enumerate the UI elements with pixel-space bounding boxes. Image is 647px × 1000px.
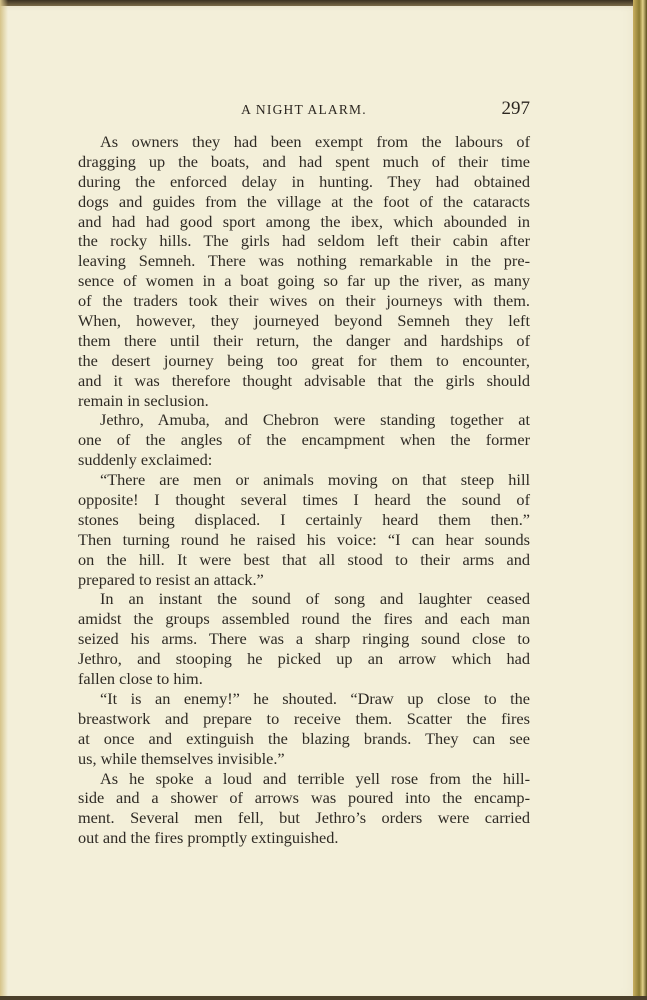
text-line: leaving Semneh. There was nothing remarkable in the pre- [78,251,530,271]
text-line: them there until their return, the danger and hardships of [78,330,530,350]
text-line: of the traders took their wives on their journeys with them. [78,291,530,311]
text-line: suddenly exclaimed: [78,450,213,470]
text-line: amidst the groups assembled round the fires and each man [78,609,530,629]
running-head [78,98,530,122]
text-line: Then turning round he raised his voice: “I can hear sounds [78,529,530,549]
text-line: When, however, they journeyed beyond Semneh they left [78,311,530,331]
text-line: seized his arms. There was a sharp ringing sound close to [78,629,530,649]
text-line: In an instant the sound of song and laughter ceased [100,589,530,609]
text-line: As he spoke a loud and terrible yell rose from the hill- [100,768,530,788]
text-line: prepared to resist an attack.” [78,569,264,589]
text-line: Jethro, and stooping he picked up an arrow which had [78,649,530,669]
text-line: at once and extinguish the blazing brands. They can see [78,728,530,748]
text-line: As owners they had been exempt from the labours of [100,132,530,151]
text-line: sence of women in a boat going so far up the river, as many [78,271,530,291]
text-line: during the enforced delay in hunting. They had obtained [78,171,530,191]
text-line: the rocky hills. The girls had seldom left their cabin after [78,231,530,251]
text-line: on the hill. It were best that all stood to their arms and [78,549,530,569]
text-line: and had had good sport among the ibex, which abounded in [78,211,530,231]
text-line: fallen close to him. [78,669,203,689]
text-line: side and a shower of arrows was poured into the encamp- [78,788,530,808]
text-line: dogs and guides from the village at the foot of the cataracts [78,191,530,211]
text-line: remain in seclusion. [78,390,209,410]
text-line: “There are men or animals moving on that steep hill [100,470,530,490]
text-line: “It is an enemy!” he shouted. “Draw up close to the [100,688,530,708]
text-line: us, while themselves invisible.” [78,748,285,768]
book-spine-edge [633,0,647,1000]
page-number: 297 [501,98,530,119]
text-line: breastwork and prepare to receive them. Scatter the fires [78,708,530,728]
text-line: ment. Several men fell, but Jethro’s orders were carried [78,808,530,828]
text-line: one of the angles of the encampment when the former [78,430,530,450]
text-line: out and the fires promptly extinguished. [78,828,339,848]
body-text [78,132,530,848]
text-line: stones being displaced. I certainly heard them then.” [78,509,530,529]
text-line: opposite! I thought several times I heard the sound of [78,490,530,510]
running-title: A NIGHT ALARM. [241,102,367,117]
text-line: and it was therefore thought advisable that the girls should [78,370,530,390]
page-left-edge [0,0,8,1000]
page-bottom-edge [0,996,647,1000]
page-top-edge [0,0,647,6]
text-line: dragging up the boats, and had spent much of their time [78,151,530,171]
text-line: the desert journey being too great for them to encounter, [78,350,530,370]
text-line: Jethro, Amuba, and Chebron were standing together at [100,410,530,430]
